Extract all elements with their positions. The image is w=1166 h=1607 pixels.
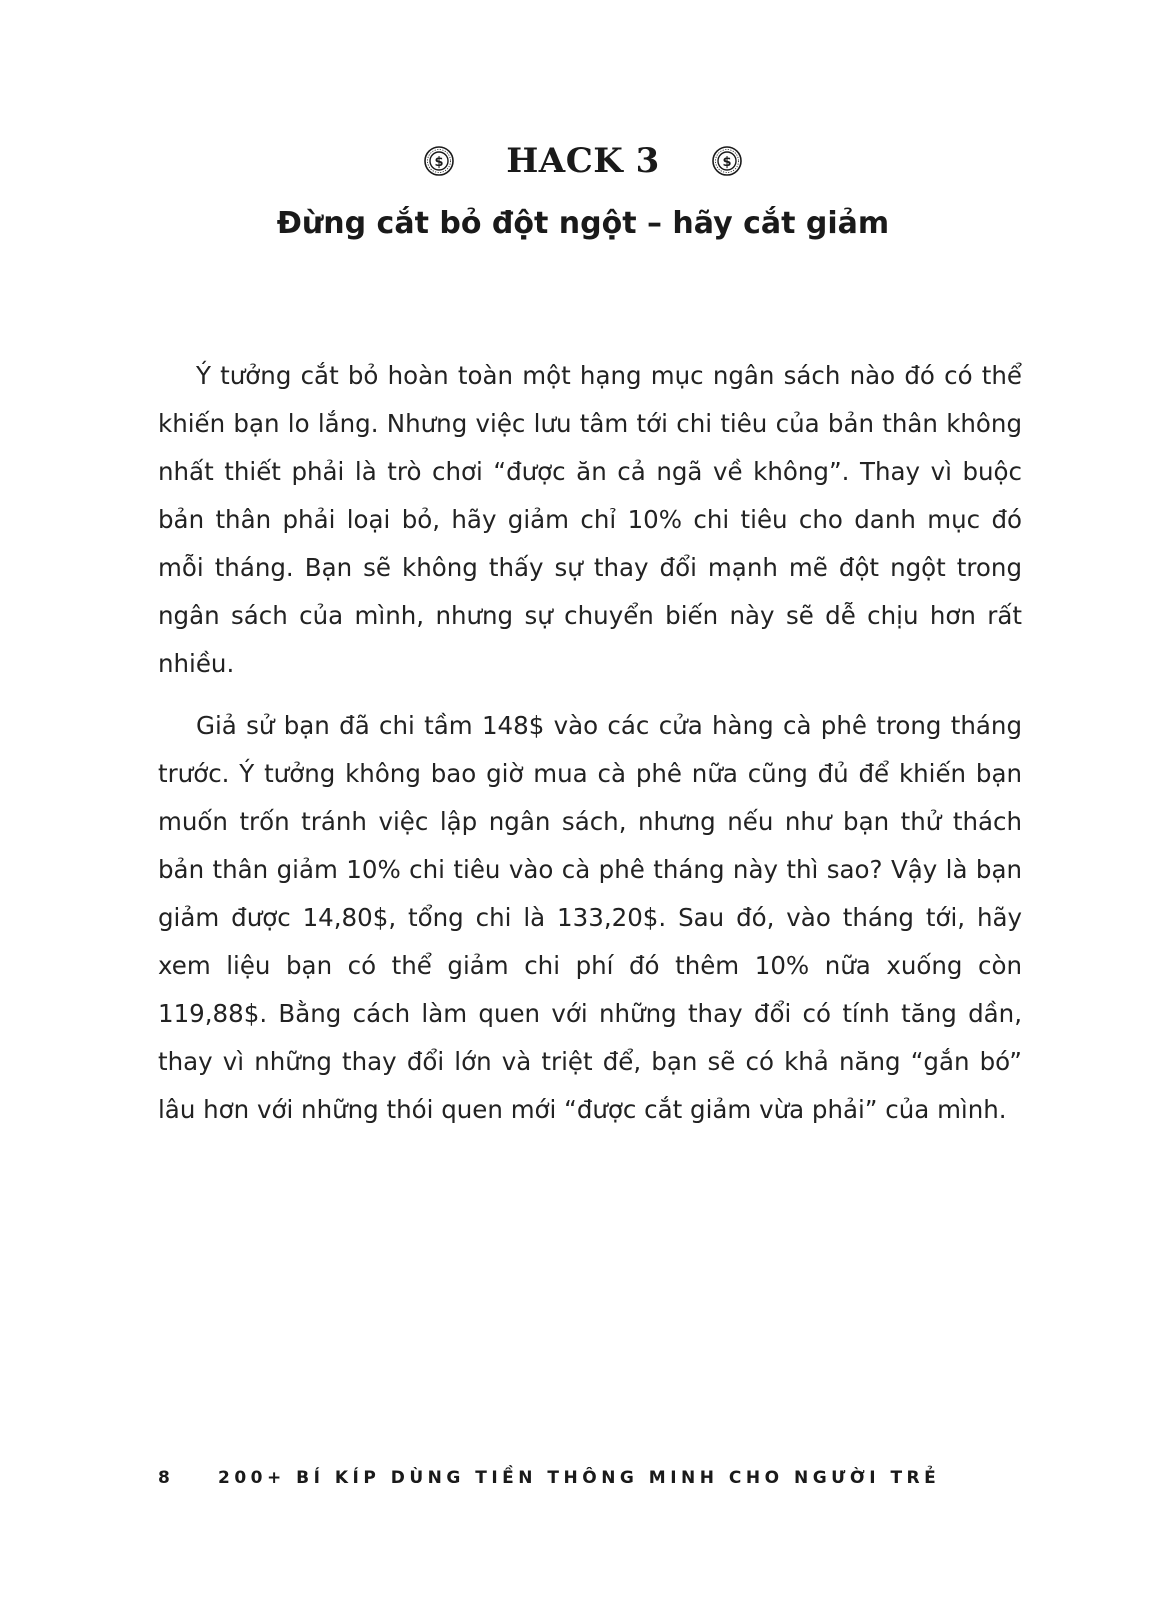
- svg-text:$: $: [722, 155, 732, 170]
- dollar-coin-icon: [712, 146, 742, 176]
- hack-title: HACK 3: [506, 141, 660, 181]
- body-text: [158, 352, 1022, 1148]
- page-number: 8: [158, 1468, 170, 1488]
- paragraph: Giả sử bạn đã chi tầm 148$ vào các cửa hàng cà phê trong tháng trước. Ý tưởng không bao giờ mua cà phê nữa cũng đủ để khiến bạn muốn trốn tránh việc lập ngân sách, nhưng nếu như bạn thử thách bản thân giảm 10% chi tiêu vào cà phê tháng này thì sao? Vậy là bạn giảm được 14,80$, tổng chi là 133,20$. Sau đó, vào tháng tới, hãy xem liệu bạn có thể giảm chi phí đó thêm 10% nữa xuống còn 119,88$. Bằng cách làm quen với những thay đổi có tính tăng dần, thay vì những thay đổi lớn và triệt để, bạn sẽ có khả năng “gắn bó” lâu hơn với những thói quen mới “được cắt giảm vừa phải” của mình.: [158, 711, 1022, 1124]
- page-footer: [158, 1468, 940, 1488]
- svg-text:$: $: [434, 155, 444, 170]
- hack-header: [0, 136, 1166, 186]
- dollar-coin-icon: [424, 146, 454, 176]
- paragraph: Ý tưởng cắt bỏ hoàn toàn một hạng mục ngân sách nào đó có thể khiến bạn lo lắng. Nhưng việc lưu tâm tới chi tiêu của bản thân không nhất thiết phải là trò chơi “được ăn cả ngã về không”. Thay vì buộc bản thân phải loại bỏ, hãy giảm chỉ 10% chi tiêu cho danh mục đó mỗi tháng. Bạn sẽ không thấy sự thay đổi mạnh mẽ đột ngột trong ngân sách của mình, nhưng sự chuyển biến này sẽ dễ chịu hơn rất nhiều.: [158, 361, 1022, 678]
- chapter-subtitle: Đừng cắt bỏ đột ngột – hãy cắt giảm: [276, 206, 890, 241]
- book-title: 200+ BÍ KÍP DÙNG TIỀN THÔNG MINH CHO NGƯỜI TRẺ: [218, 1468, 941, 1488]
